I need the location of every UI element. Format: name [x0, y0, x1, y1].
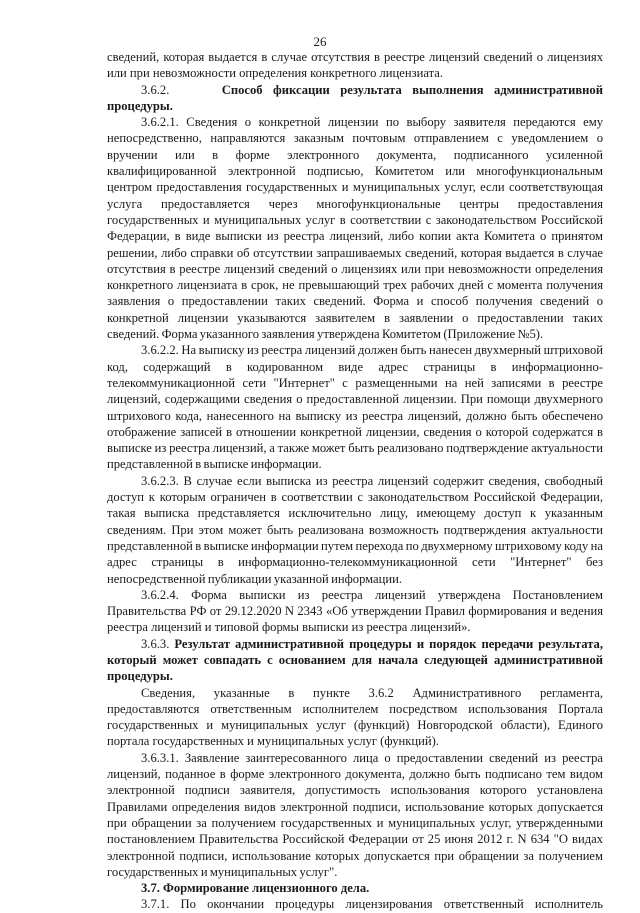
- paragraph-3-6-2-4: 3.6.2.4. Форма выписки из реестра лицензий утверждена Постановлением Правительства РФ от 29.12.2020 N 2343 «Об утверждении Правил формирования и ведения реестра лицензий и типовой формы выписки из реестра лицензий».: [107, 587, 603, 635]
- paragraph-3-6-2-3: 3.6.2.3. В случае если выписка из реестра лицензий содержит сведения, свободный доступ к которым ограничен в соответствии с законодательством Российской Федерации, такая выписка представляется исключительно лицу, имеющему доступ к указанным сведениям. При этом может быть реализована возможность подтверждения актуальности представленной в выписке информации путем перехода по двухмерному штриховому коду на адрес страницы в информационно-телекоммуникационной сети "Интернет" без непосредственной публикации указанной информации.: [107, 473, 603, 586]
- section-title: 3.7. Формирование лицензионного дела.: [141, 881, 370, 896]
- section-heading-3-7: [107, 880, 603, 896]
- paragraph-3-6-3-1: 3.6.3.1. Заявление заинтересованного лица о предоставлении сведений из реестра лицензий, поданное в форме электронного документа, должно быть подписано тем видом электронной подписи заявителя, допустимость использования которого установлена Правилами определения видов электронной подписи, использование которых допускается при обращении за получением государственных и муниципальных услуг, утвержденными постановлением Правительства Российской Федерации от 25 июня 2012 г. N 634 "О видах электронной подписи, использование которых допускается при обращении за получением государственных и муниципальных услуг".: [107, 750, 603, 879]
- section-number: 3.6.3.: [141, 636, 170, 651]
- paragraph-svedeniya: Сведения, указанные в пункте 3.6.2 Административного регламента, предоставляются ответственным исполнителем посредством использования Портала государственных и муниципальных услуг (функций) Новгородской области), Единого портала государственных и муниципальных услуг (функций).: [107, 685, 603, 749]
- document-body: [107, 49, 603, 913]
- paragraph-3-6-2-2: 3.6.2.2. На выписку из реестра лицензий должен быть нанесен двухмерный штриховой код, содержащий в кодированном виде адрес страницы в информационно-телекоммуникационной сети "Интернет" с размещенными на ней записями в реестре лицензий, содержащими сведения о предоставленной лицензии. При помощи двухмерного штрихового кода, нанесенного на выписку из реестра лицензий, должно быть обеспечено отображение записей в отношении конкретной лицензии, сведения о которой содержатся в выписке из реестра лицензий, а также может быть реализовано подтверждение актуальности представленной в выписке информации.: [107, 343, 603, 472]
- paragraph-3-7-1: 3.7.1. По окончании процедуры лицензирования ответственный исполнитель: [141, 897, 603, 912]
- section-number: 3.6.2.: [141, 82, 170, 97]
- section-title: Способ фиксации результата выполнения административной процедуры.: [107, 82, 603, 113]
- section-heading-3-6-2: [107, 82, 603, 115]
- paragraph-3-6-2-1: 3.6.2.1. Сведения о конкретной лицензии по выбору заявителя передаются ему непосредственно, направляются заказным почтовым отправлением с уведомлением о вручении или в форме электронного документа, подписанного усиленной квалифицированной электронной подписью, Комитетом или многофункциональным центром предоставления государственных и муниципальных услуг, если соответствующая услуга предоставляется через многофункциональные центры предоставления государственных и муниципальных услуг в соответствии с законодательством Российской Федерации, в виде выписки из реестра лицензий, либо копии акта Комитета о принятом решении, либо справки об отсутствии запрашиваемых сведений, которая выдается в случае отсутствия в реестре лицензий сведений о лицензиях или при невозможности определения конкретного лицензиата в срок, не превышающий трех рабочих дней с момента получения заявления о предоставлении таких сведений. Форма и способ получения сведений о конкретной лицензии указываются заявителем в заявлении о предоставлении таких сведений. Форма указанного заявления утверждена Комитетом (Приложение №5).: [107, 115, 603, 342]
- section-heading-3-6-3: [107, 636, 603, 685]
- paragraph-continuation: сведений, которая выдается в случае отсутствия в реестре лицензий сведений о лицензиях или при невозможности определения конкретного лицензиата.: [107, 50, 603, 81]
- section-title: Результат административной процедуры и порядок передачи результата, который может совпадать с основанием для начала следующей административной процедуры.: [107, 636, 603, 684]
- page-number: 26: [313, 34, 327, 49]
